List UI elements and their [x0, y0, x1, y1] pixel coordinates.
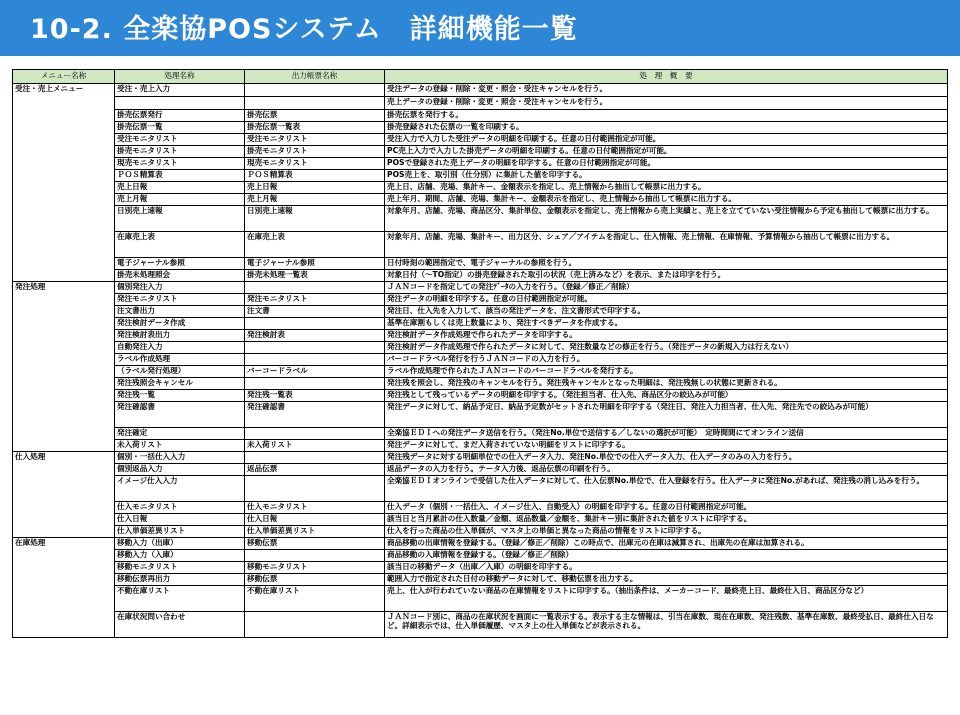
table-row — [13, 194, 948, 206]
overview-cell: 売上日、店舗、売場、集計キー、金額表示を指定し、売上情報から抽出して帳票に出力する。 — [385, 182, 948, 194]
output-form-cell: 発注残一覧表 — [245, 390, 385, 402]
process-name-cell: 発注検討表出力 — [115, 330, 245, 342]
overview-cell: 基準在庫割もしくは売上数量により、発注すべきデータを作成する。 — [385, 318, 948, 330]
overview-cell: 日付時刻の範囲指定で、電子ジャーナルの参照を行う。 — [385, 258, 948, 270]
table-row — [13, 354, 948, 366]
process-name-cell: イメージ仕入入力 — [115, 476, 245, 502]
process-name-cell: 発注検討データ作成 — [115, 318, 245, 330]
output-form-cell — [245, 318, 385, 330]
output-form-cell: 未入荷リスト — [245, 440, 385, 452]
table-row — [13, 550, 948, 562]
output-form-cell: 発注モニタリスト — [245, 294, 385, 306]
output-form-cell: 不動在庫リスト — [245, 586, 385, 612]
table-row — [13, 158, 948, 170]
process-name-cell: 移動入力（入庫） — [115, 550, 245, 562]
process-name-cell: 仕入日報 — [115, 514, 245, 526]
table-row — [13, 170, 948, 182]
output-form-cell — [245, 84, 385, 97]
overview-cell: 受注データの登録・削除・変更・照会・受注キャンセルを行う。 — [385, 84, 948, 97]
overview-cell: 受注入力で入力した受注データの明細を印刷する。任意の日付範囲指定が可能。 — [385, 134, 948, 146]
output-form-cell — [245, 378, 385, 390]
process-name-cell: ＰＯＳ精算表 — [115, 170, 245, 182]
output-form-cell: 発注確認書 — [245, 402, 385, 428]
table-row — [13, 502, 948, 514]
table-row — [13, 182, 948, 194]
overview-cell: ＪＡＮコードを指定しての発注ﾃﾞｰﾀの入力を行う。（登録／修正／削除） — [385, 282, 948, 294]
table-row — [13, 452, 948, 464]
table-header-row — [13, 70, 948, 84]
table-row — [13, 526, 948, 538]
overview-cell: 発注データの明細を印字する。任意の日付範囲指定が可能。 — [385, 294, 948, 306]
overview-cell: 仕入を行った商品の仕入単価が、マスタ上の単価と異なった商品の情報をリストに印字する。 — [385, 526, 948, 538]
function-table — [12, 69, 948, 638]
process-name-cell: 自動発注入力 — [115, 342, 245, 354]
process-name-cell: （ラベル発行処理） — [115, 366, 245, 378]
output-form-cell: 仕入日報 — [245, 514, 385, 526]
overview-cell: 売上、仕入が行われていない商品の在庫情報をリストに印字する。（抽出条件は、メーカーコード、最終売上日、最終仕入日、商品区分など） — [385, 586, 948, 612]
overview-cell: 商品移動の出庫情報を登録する。（登録／修正／削除）この時点で、出庫元の在庫は減算され、出庫先の在庫は加算される。 — [385, 538, 948, 550]
process-name-cell: 現売モニタリスト — [115, 158, 245, 170]
output-form-cell: 仕入単価差異リスト — [245, 526, 385, 538]
process-name-cell: ラベル作成処理 — [115, 354, 245, 366]
menu-name-cell: 仕入処理 — [13, 452, 115, 538]
process-name-cell: 受注・売上入力 — [115, 84, 245, 97]
process-name-cell: 仕入単価差異リスト — [115, 526, 245, 538]
process-name-cell: 個別返品入力 — [115, 464, 245, 476]
overview-cell: 発注残として残っているデータの明細を印字する。（発注担当者、仕入先、商品区分の絞込みが可能） — [385, 390, 948, 402]
output-form-cell — [245, 452, 385, 464]
table-body — [13, 84, 948, 638]
output-form-cell — [245, 282, 385, 294]
overview-cell: バーコードラベル発行を行うＪＡＮコードの入力を行う。 — [385, 354, 948, 366]
header-output-form-name: 出力帳票名称 — [245, 70, 385, 84]
overview-cell: 発注残を照会し、発注残のキャンセルを行う。発注残キャンセルとなった明細は、発注残無しの状態に更新される。 — [385, 378, 948, 390]
overview-cell: ＪＡＮコード別に、商品の在庫状況を画面に一覧表示する。表示する主な情報は、引当在庫数、現在在庫数、発注残数、基準在庫数、最終受払日、最終仕入日など。詳細表示では、仕入単価履歴、マスタ上の仕入単価などが表示される。 — [385, 612, 948, 638]
page-title: 10-2. 全楽協POSシステム 詳細機能一覧 — [30, 14, 578, 45]
process-name-cell: 移動入力（出庫） — [115, 538, 245, 550]
output-form-cell — [245, 97, 385, 110]
table-row — [13, 232, 948, 258]
output-form-cell: 仕入モニタリスト — [245, 502, 385, 514]
table-row — [13, 428, 948, 440]
table-row — [13, 282, 948, 294]
header-menu-name: メニュー名称 — [13, 70, 115, 84]
output-form-cell: 掛売モニタリスト — [245, 146, 385, 158]
overview-cell: 該当日の移動データ（出庫／入庫）の明細を印字する。 — [385, 562, 948, 574]
table-row — [13, 464, 948, 476]
process-name-cell: 電子ジャーナル参照 — [115, 258, 245, 270]
overview-cell: 発注日、仕入先を入力して、該当の発注データを、注文書形式で印字する。 — [385, 306, 948, 318]
output-form-cell — [245, 354, 385, 366]
table-row — [13, 97, 948, 110]
overview-cell: 発注データに対して、まだ入荷されていない明細をリストに印字する。 — [385, 440, 948, 452]
overview-cell: 全楽協ＥＤＩオンラインで受信した仕入データに対して、仕入伝票No.単位で、仕入登録を行う。仕入データに発注No.があれば、発注残の消し込みを行う。 — [385, 476, 948, 502]
overview-cell: 発注検討データ作成処理で作られたデータに対して、発注数量などの修正を行う。（発注データの新規入力は行えない） — [385, 342, 948, 354]
table-row — [13, 294, 948, 306]
overview-cell: 掛売登録された伝票の一覧を印刷する。 — [385, 122, 948, 134]
process-name-cell: 掛売伝票発行 — [115, 110, 245, 122]
process-name-cell: 不動在庫リスト — [115, 586, 245, 612]
output-form-cell: ＰＯＳ精算表 — [245, 170, 385, 182]
output-form-cell — [245, 342, 385, 354]
output-form-cell — [245, 476, 385, 502]
process-name-cell: 発注確定 — [115, 428, 245, 440]
output-form-cell: バーコードラベル — [245, 366, 385, 378]
table-row — [13, 514, 948, 526]
overview-cell: 全楽協ＥＤＩへの発注データ送信を行う。（発注No.単位で送信する／しないの選択が可能） 定時間間にてオンライン送信 — [385, 428, 948, 440]
overview-cell: 対象年月、店舗、売場、集計キー、出力区分、シェア／アイテムを指定し、仕入情報、売上情報、在庫情報、予算情報から抽出して帳票に出力する。 — [385, 232, 948, 258]
table-row — [13, 440, 948, 452]
table-row — [13, 258, 948, 270]
process-name-cell: 未入荷リスト — [115, 440, 245, 452]
overview-cell: 仕入データ（個別・一括仕入、イメージ仕入、自動受入）の明細を印字する。任意の日付範囲指定が可能。 — [385, 502, 948, 514]
output-form-cell: 返品伝票 — [245, 464, 385, 476]
table-row — [13, 122, 948, 134]
output-form-cell: 移動モニタリスト — [245, 562, 385, 574]
output-form-cell: 売上月報 — [245, 194, 385, 206]
table-row — [13, 306, 948, 318]
output-form-cell: 掛売伝票 — [245, 110, 385, 122]
table-row — [13, 134, 948, 146]
output-form-cell: 日別売上速報 — [245, 206, 385, 232]
table-row — [13, 402, 948, 428]
table-row — [13, 84, 948, 97]
overview-cell: 発注検討データ作成処理で作られたデータを印字する。 — [385, 330, 948, 342]
output-form-cell: 売上日報 — [245, 182, 385, 194]
output-form-cell: 発注検討表 — [245, 330, 385, 342]
output-form-cell: 移動伝票 — [245, 574, 385, 586]
process-name-cell: 仕入モニタリスト — [115, 502, 245, 514]
table-row — [13, 330, 948, 342]
menu-name-cell: 在庫処理 — [13, 538, 115, 638]
overview-cell: POS売上を、取引別（仕分別）に集計した値を印字する。 — [385, 170, 948, 182]
function-table-wrapper — [12, 69, 947, 638]
process-name-cell: 個別・一括仕入入力 — [115, 452, 245, 464]
process-name-cell: 在庫状況問い合わせ — [115, 612, 245, 638]
output-form-cell: 電子ジャーナル参照 — [245, 258, 385, 270]
header-process-overview: 処 理 概 要 — [385, 70, 948, 84]
output-form-cell: 在庫売上表 — [245, 232, 385, 258]
menu-name-cell: 受注・売上メニュー — [13, 84, 115, 282]
table-row — [13, 562, 948, 574]
output-form-cell: 現売モニタリスト — [245, 158, 385, 170]
table-row — [13, 586, 948, 612]
overview-cell: ラベル作成処理で作られたＪＡＮコードのバーコードラベルを発行する。 — [385, 366, 948, 378]
table-row — [13, 574, 948, 586]
overview-cell: 対象日付（～TO指定）の掛売登録された取引の状況（売上済みなど）を表示、または印字を行う。 — [385, 270, 948, 282]
process-name-cell: 注文書出力 — [115, 306, 245, 318]
output-form-cell: 移動伝票 — [245, 538, 385, 550]
process-name-cell: 日別売上速報 — [115, 206, 245, 232]
overview-cell: PC売上入力で入力した掛売データの明細を印刷する。任意の日付範囲指定が可能。 — [385, 146, 948, 158]
table-row — [13, 342, 948, 354]
table-row — [13, 146, 948, 158]
overview-cell: 発注残データに対する明細単位での仕入データ入力、発注No.単位での仕入データ入力、仕入データのみの入力を行う。 — [385, 452, 948, 464]
overview-cell: 掛売伝票を発行する。 — [385, 110, 948, 122]
process-name-cell: 発注確認書 — [115, 402, 245, 428]
title-bar — [0, 0, 960, 56]
table-row — [13, 476, 948, 502]
overview-cell: 該当日と当月累計の仕入数量／金額、返品数量／金額を、集計キー別に集計された値をリストに印字する。 — [385, 514, 948, 526]
process-name-cell: 売上月報 — [115, 194, 245, 206]
output-form-cell: 注文書 — [245, 306, 385, 318]
output-form-cell: 掛売未処理一覧表 — [245, 270, 385, 282]
overview-cell: 対象年月、店舗、売場、商品区分、集計単位、金額表示を指定し、売上情報から売上実績と、売上を立てていない受注情報から予定も抽出して帳票に出力する。 — [385, 206, 948, 232]
table-row — [13, 270, 948, 282]
process-name-cell: 掛売モニタリスト — [115, 146, 245, 158]
process-name-cell: 在庫売上表 — [115, 232, 245, 258]
table-row — [13, 378, 948, 390]
overview-cell: 売上年月、期間、店舗、売場、集計キー、金額表示を指定し、売上情報から抽出して帳票に出力する。 — [385, 194, 948, 206]
header-process-name: 処理名称 — [115, 70, 245, 84]
process-name-cell: 受注モニタリスト — [115, 134, 245, 146]
table-row — [13, 366, 948, 378]
process-name-cell: 発注モニタリスト — [115, 294, 245, 306]
table-row — [13, 206, 948, 232]
process-name-cell: 売上日報 — [115, 182, 245, 194]
output-form-cell — [245, 428, 385, 440]
process-name-cell: 個別発注入力 — [115, 282, 245, 294]
process-name-cell: 掛売未処理照会 — [115, 270, 245, 282]
process-name-cell: 発注残一覧 — [115, 390, 245, 402]
output-form-cell: 掛売伝票一覧表 — [245, 122, 385, 134]
overview-cell: 範囲入力で指定された日付の移動データに対して、移動伝票を出力する。 — [385, 574, 948, 586]
process-name-cell: 発注残照会キャンセル — [115, 378, 245, 390]
process-name-cell — [115, 97, 245, 110]
table-row — [13, 318, 948, 330]
overview-cell: 売上データの登録・削除・変更・照会・受注キャンセルを行う。 — [385, 97, 948, 110]
output-form-cell — [245, 612, 385, 638]
table-row — [13, 612, 948, 638]
output-form-cell — [245, 550, 385, 562]
process-name-cell: 掛売伝票一覧 — [115, 122, 245, 134]
overview-cell: 発注データに対して、納品予定日、納品予定数がセットされた明細を印字する（発注日、発注入力担当者、仕入先、発注先での絞込みが可能） — [385, 402, 948, 428]
menu-name-cell: 発注処理 — [13, 282, 115, 452]
process-name-cell: 移動伝票再出力 — [115, 574, 245, 586]
overview-cell: POSで登録された売上データの明細を印字する。任意の日付範囲指定が可能。 — [385, 158, 948, 170]
output-form-cell: 受注モニタリスト — [245, 134, 385, 146]
process-name-cell: 移動モニタリスト — [115, 562, 245, 574]
table-row — [13, 538, 948, 550]
table-row — [13, 110, 948, 122]
overview-cell: 商品移動の入庫情報を登録する。（登録／修正／削除） — [385, 550, 948, 562]
table-row — [13, 390, 948, 402]
overview-cell: 返品データの入力を行う。テータ入力後、返品伝票の印刷を行う。 — [385, 464, 948, 476]
